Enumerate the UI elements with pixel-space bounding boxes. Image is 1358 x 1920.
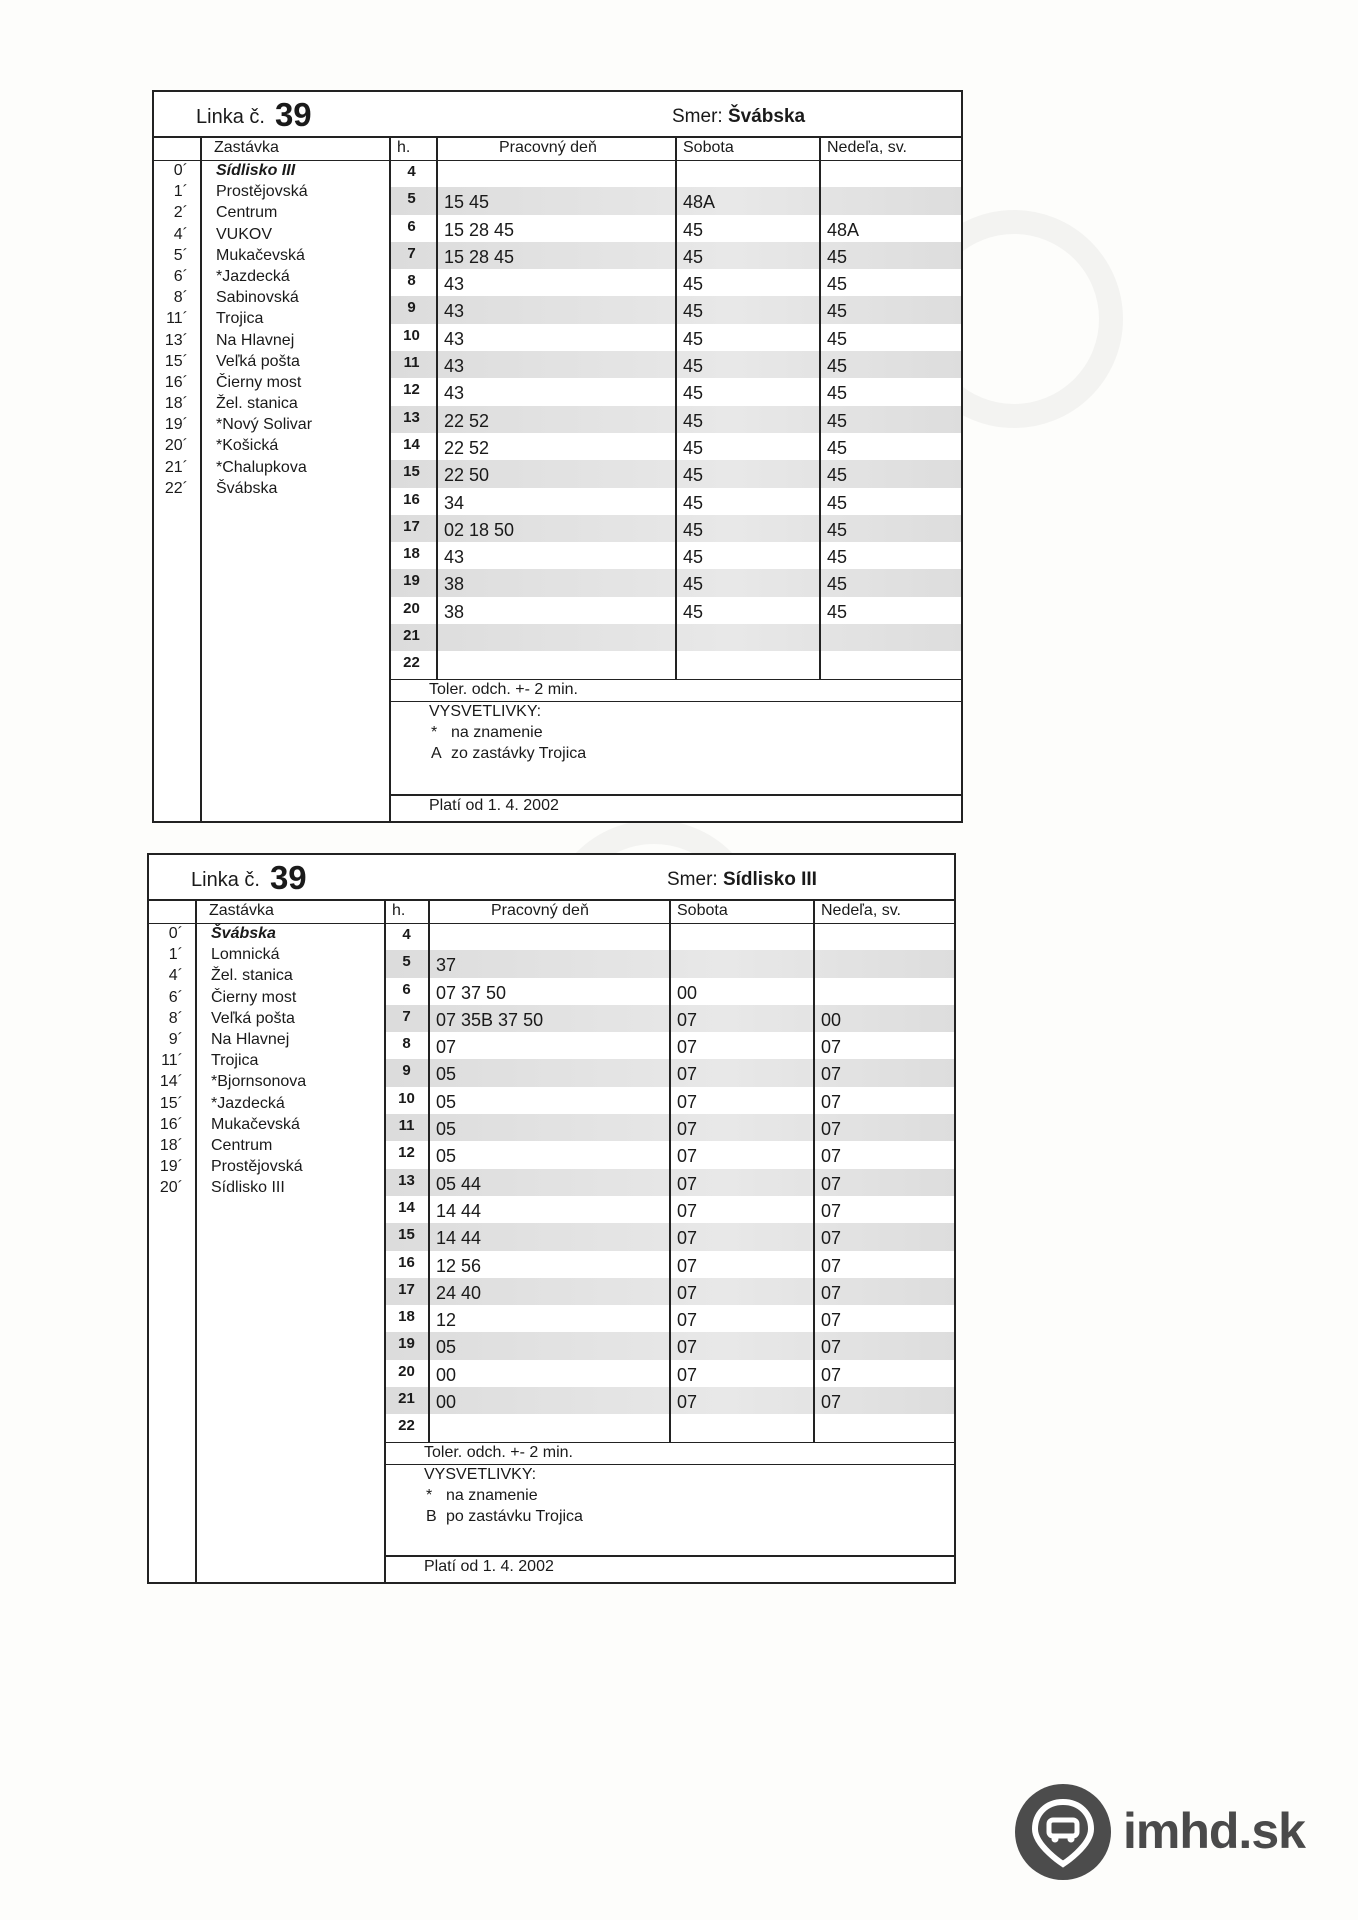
stop-name: *Chalupkova (216, 458, 307, 476)
stop-item (149, 944, 379, 965)
saturday-minutes: 45 (683, 547, 704, 568)
weekday-minutes: 43 (444, 383, 465, 404)
stop-name: Mukačevská (211, 1115, 300, 1133)
saturday-minutes: 07 (677, 1037, 698, 1058)
valid-from: Platí od 1. 4. 2002 (424, 1558, 554, 1575)
weekday-minutes: 14 44 (436, 1200, 482, 1221)
stop-name: Centrum (216, 204, 278, 222)
stop-item (154, 457, 384, 478)
weekday-minutes: 22 50 (444, 465, 490, 486)
hour-cell: 14 (403, 435, 420, 453)
hour-cell: 4 (407, 163, 416, 180)
sunday-minutes: 45 (827, 574, 848, 595)
stop-name: *Jazdecká (211, 1094, 285, 1112)
stop-item (149, 965, 379, 986)
hour-cell: 20 (398, 1362, 415, 1380)
saturday-minutes: 45 (683, 519, 704, 540)
sunday-minutes: 45 (827, 328, 848, 349)
stop-name: Trojica (216, 310, 264, 328)
saturday-minutes: 07 (677, 1064, 698, 1085)
stop-name: *Jazdecká (216, 267, 290, 285)
stop-item (154, 245, 384, 266)
saturday-minutes: 45 (683, 437, 704, 458)
weekday-minutes: 38 (444, 601, 465, 622)
stop-minutes: 15´ (159, 1094, 183, 1112)
stop-name: Na Hlavnej (216, 331, 295, 349)
sunday-minutes: 07 (821, 1037, 842, 1058)
weekday-minutes: 37 (436, 955, 457, 976)
stop-item (154, 202, 384, 223)
direction-value: Švábska (727, 106, 806, 127)
stop-minutes: 19´ (164, 416, 188, 434)
saturday-minutes: 07 (677, 1173, 698, 1194)
weekday-minutes: 43 (444, 547, 465, 568)
stop-name: *Bjornsonova (211, 1073, 307, 1091)
weekday-minutes: 05 (436, 1064, 457, 1085)
sunday-minutes: 07 (821, 1091, 842, 1112)
divider (389, 794, 961, 796)
stop-item (149, 987, 379, 1008)
weekday-minutes: 43 (444, 356, 465, 377)
hour-cell: 22 (403, 654, 420, 672)
sunday-minutes: 07 (821, 1337, 842, 1358)
hour-cell: 5 (407, 190, 416, 208)
timetable-header (154, 92, 961, 138)
stop-minutes: 11´ (161, 1052, 183, 1070)
saturday-minutes: 45 (683, 410, 704, 431)
stop-minutes: 21´ (164, 458, 188, 476)
divider (819, 138, 821, 679)
hour-cell: 10 (398, 1089, 415, 1107)
column-pracovny-den: Pracovný deň (491, 902, 589, 919)
stop-minutes: 1´ (173, 183, 188, 201)
weekday-minutes: 43 (444, 274, 465, 295)
hour-cell: 13 (403, 408, 420, 426)
hour-cell: 18 (398, 1308, 415, 1326)
stop-item (149, 1135, 379, 1156)
sunday-minutes: 45 (827, 356, 848, 377)
line-label: Linka č. (191, 869, 260, 891)
stop-name: Prostějovská (211, 1158, 303, 1176)
direction (667, 869, 817, 891)
sunday-minutes: 45 (827, 246, 848, 267)
stop-item (154, 435, 384, 456)
divider (675, 138, 677, 679)
stop-minutes: 19´ (159, 1158, 183, 1176)
stop-name: Sídlisko III (211, 1179, 285, 1197)
weekday-minutes: 00 (436, 1364, 457, 1385)
hour-cell: 21 (403, 627, 420, 645)
stop-minutes: 0´ (168, 925, 183, 942)
direction-label: Smer: (667, 869, 718, 890)
column-zastavka: Zastávka (214, 139, 279, 156)
stop-item (149, 1071, 379, 1092)
stop-name: Čierny most (211, 988, 297, 1006)
line-number-label (196, 96, 312, 134)
weekday-minutes: 43 (444, 301, 465, 322)
stop-item (149, 1029, 379, 1050)
stop-name: Veľká pošta (211, 1009, 295, 1027)
hour-cell: 6 (407, 217, 416, 235)
hour-cell: 21 (398, 1390, 415, 1408)
hour-cell: 8 (402, 1035, 411, 1053)
sunday-minutes: 07 (821, 1310, 842, 1331)
column-hour: h. (392, 902, 406, 919)
stop-minutes: 8´ (173, 289, 188, 307)
stop-name: Trojica (211, 1052, 259, 1070)
hour-cell: 15 (403, 463, 420, 481)
stop-minutes: 14´ (159, 1073, 183, 1091)
divider (384, 1555, 954, 1557)
hour-cell: 11 (403, 354, 420, 372)
sunday-minutes: 45 (827, 601, 848, 622)
weekday-minutes: 15 28 45 (444, 246, 515, 267)
hour-cell: 11 (398, 1117, 415, 1135)
legend-symbol: * (431, 723, 438, 741)
saturday-minutes: 07 (677, 1392, 698, 1413)
stop-name: Prostějovská (216, 183, 308, 201)
sunday-minutes: 07 (821, 1173, 842, 1194)
line-number-label (191, 859, 307, 897)
stop-minutes: 1´ (168, 946, 183, 964)
stop-name: Sabinovská (216, 289, 299, 307)
stop-minutes: 8´ (168, 1009, 183, 1027)
stop-name: Švábska (216, 479, 278, 497)
legend-text: na znamenie (446, 1486, 538, 1504)
saturday-minutes: 07 (677, 1146, 698, 1167)
saturday-minutes: 07 (677, 1009, 698, 1030)
sunday-minutes: 45 (827, 465, 848, 486)
stop-item (149, 1177, 379, 1198)
divider (428, 901, 430, 1442)
stop-name: Mukačevská (216, 246, 305, 264)
legend-symbol: B (426, 1507, 437, 1525)
direction (672, 106, 805, 128)
column-nedela: Nedeľa, sv. (827, 139, 907, 156)
divider (436, 138, 438, 679)
stop-minutes: 2´ (173, 204, 188, 222)
weekday-minutes: 05 (436, 1119, 457, 1140)
hour-cell: 20 (403, 599, 420, 617)
stop-item (154, 414, 384, 435)
stop-name: Sídlisko III (216, 162, 296, 179)
stop-item (154, 308, 384, 329)
legend-symbol: * (426, 1486, 433, 1504)
stop-name: Lomnická (211, 946, 280, 964)
sunday-minutes: 45 (827, 437, 848, 458)
saturday-minutes: 45 (683, 274, 704, 295)
sunday-minutes: 07 (821, 1119, 842, 1140)
hour-cell: 15 (398, 1226, 415, 1244)
stop-minutes: 16´ (164, 373, 188, 391)
line-number: 39 (269, 859, 307, 896)
weekday-minutes: 22 52 (444, 437, 490, 458)
direction-label: Smer: (672, 106, 723, 127)
hour-cell: 16 (398, 1253, 415, 1271)
hour-cell: 7 (407, 244, 416, 262)
hour-cell: 7 (402, 1007, 411, 1025)
saturday-minutes: 07 (677, 1255, 698, 1276)
hour-cell: 10 (403, 326, 420, 344)
stop-minutes: 20´ (159, 1179, 183, 1197)
timetable-header (149, 855, 954, 901)
stop-minutes: 15´ (164, 352, 188, 370)
weekday-minutes: 07 35B 37 50 (436, 1009, 544, 1030)
hour-cell: 17 (398, 1280, 415, 1298)
stop-minutes: 16´ (159, 1115, 183, 1133)
direction-value: Sídlisko III (722, 869, 817, 890)
stop-name: *Košická (216, 437, 279, 455)
saturday-minutes: 07 (677, 1310, 698, 1331)
saturday-minutes: 48A (683, 192, 716, 213)
sunday-minutes: 45 (827, 547, 848, 568)
legend-text: po zastávku Trojica (446, 1507, 583, 1525)
stop-name: Centrum (211, 1136, 273, 1154)
stop-item (154, 330, 384, 351)
saturday-minutes: 07 (677, 1228, 698, 1249)
hour-cell: 12 (403, 381, 420, 399)
stop-name: VUKOV (216, 225, 273, 243)
tolerance-note: Toler. odch. +- 2 min. (429, 680, 578, 698)
saturday-minutes: 07 (677, 1337, 698, 1358)
hour-cell: 5 (402, 953, 411, 971)
saturday-minutes: 45 (683, 219, 704, 240)
stop-item (149, 1156, 379, 1177)
saturday-minutes: 45 (683, 465, 704, 486)
stop-list (154, 160, 384, 499)
stop-minutes: 9´ (168, 1030, 183, 1048)
weekday-minutes: 12 56 (436, 1255, 482, 1276)
hour-cell: 6 (402, 980, 411, 998)
hour-cell: 4 (402, 926, 411, 943)
stop-item (154, 393, 384, 414)
stop-item (154, 287, 384, 308)
hour-cell: 8 (407, 272, 416, 290)
stop-item (149, 1008, 379, 1029)
sunday-minutes: 00 (821, 1009, 842, 1030)
stop-minutes: 6´ (173, 267, 188, 285)
sunday-minutes: 45 (827, 383, 848, 404)
weekday-minutes: 05 (436, 1146, 457, 1167)
stop-item (154, 181, 384, 202)
sunday-minutes: 45 (827, 274, 848, 295)
stop-minutes: 18´ (159, 1136, 183, 1154)
saturday-minutes: 45 (683, 492, 704, 513)
saturday-minutes: 00 (677, 982, 698, 1003)
weekday-minutes: 12 (436, 1310, 457, 1331)
sunday-minutes: 48A (827, 219, 860, 240)
divider (813, 901, 815, 1442)
stop-item (149, 1093, 379, 1114)
saturday-minutes: 45 (683, 246, 704, 267)
saturday-minutes: 45 (683, 301, 704, 322)
stop-item (149, 1114, 379, 1135)
sunday-minutes: 45 (827, 492, 848, 513)
stop-name: Čierny most (216, 373, 302, 391)
weekday-minutes: 05 (436, 1337, 457, 1358)
hour-cell: 18 (403, 545, 420, 563)
weekday-minutes: 02 18 50 (444, 519, 515, 540)
hour-cell: 17 (403, 517, 420, 535)
stop-name: Švábska (211, 925, 276, 942)
stop-item (154, 266, 384, 287)
stop-name: Žel. stanica (211, 967, 293, 985)
weekday-minutes: 00 (436, 1392, 457, 1413)
saturday-minutes: 45 (683, 328, 704, 349)
sunday-minutes: 07 (821, 1228, 842, 1249)
weekday-minutes: 38 (444, 574, 465, 595)
weekday-minutes: 07 37 50 (436, 982, 507, 1003)
divider (195, 901, 197, 1582)
stop-minutes: 0´ (173, 162, 188, 179)
stop-item (154, 160, 384, 181)
tolerance-note: Toler. odch. +- 2 min. (424, 1443, 573, 1461)
line-number: 39 (274, 96, 312, 133)
stop-minutes: 18´ (164, 395, 188, 413)
legend-symbol: A (431, 744, 442, 762)
column-headers (149, 901, 954, 924)
sunday-minutes: 07 (821, 1255, 842, 1276)
timetable-card (152, 90, 963, 823)
sunday-minutes: 07 (821, 1282, 842, 1303)
imhd-map-pin-bus-icon (1015, 1784, 1111, 1880)
saturday-minutes: 07 (677, 1364, 698, 1385)
sunday-minutes: 45 (827, 519, 848, 540)
divider (200, 138, 202, 821)
weekday-minutes: 15 45 (444, 192, 490, 213)
stop-name: Veľká pošta (216, 352, 300, 370)
sunday-minutes: 07 (821, 1364, 842, 1385)
legend-title: VYSVETLIVKY: (424, 1465, 537, 1483)
stop-minutes: 20´ (164, 437, 188, 455)
saturday-minutes: 07 (677, 1282, 698, 1303)
saturday-minutes: 45 (683, 601, 704, 622)
stop-minutes: 4´ (173, 225, 188, 243)
legend-text: zo zastávky Trojica (451, 744, 587, 762)
sunday-minutes: 07 (821, 1064, 842, 1085)
stop-minutes: 6´ (168, 988, 183, 1006)
hour-cell: 9 (407, 299, 416, 317)
divider (389, 138, 391, 821)
legend-title: VYSVETLIVKY: (429, 702, 542, 720)
stop-name: *Nový Solivar (216, 416, 313, 434)
hour-cell: 16 (403, 490, 420, 508)
weekday-minutes: 22 52 (444, 410, 490, 431)
weekday-minutes: 05 44 (436, 1173, 482, 1194)
sunday-minutes: 07 (821, 1392, 842, 1413)
column-zastavka: Zastávka (209, 902, 274, 919)
logo-text: imhd.sk (1123, 1803, 1305, 1859)
stop-list (149, 923, 379, 1198)
hour-cell: 13 (398, 1171, 415, 1189)
legend-text: na znamenie (451, 723, 543, 741)
sunday-minutes: 07 (821, 1200, 842, 1221)
timetable-card (147, 853, 956, 1584)
hour-cell: 14 (398, 1198, 415, 1216)
weekday-minutes: 07 (436, 1037, 457, 1058)
hour-cell: 19 (398, 1335, 415, 1353)
sunday-minutes: 45 (827, 410, 848, 431)
stop-item (154, 351, 384, 372)
stop-minutes: 13´ (164, 331, 188, 349)
saturday-minutes: 07 (677, 1200, 698, 1221)
hour-cell: 19 (403, 572, 420, 590)
divider (384, 901, 386, 1582)
saturday-minutes: 07 (677, 1119, 698, 1140)
stop-minutes: 11´ (166, 310, 188, 328)
stop-name: Žel. stanica (216, 395, 298, 413)
stop-item (154, 372, 384, 393)
stop-item (149, 1050, 379, 1071)
hour-cell: 12 (398, 1144, 415, 1162)
saturday-minutes: 45 (683, 574, 704, 595)
stop-item (149, 923, 379, 944)
column-sobota: Sobota (677, 902, 728, 919)
column-sobota: Sobota (683, 139, 734, 156)
sunday-minutes: 07 (821, 1146, 842, 1167)
sunday-minutes: 45 (827, 301, 848, 322)
weekday-minutes: 43 (444, 328, 465, 349)
column-hour: h. (397, 139, 411, 156)
stop-item (154, 224, 384, 245)
line-label: Linka č. (196, 106, 265, 128)
hour-cell: 9 (402, 1062, 411, 1080)
divider (669, 901, 671, 1442)
weekday-minutes: 14 44 (436, 1228, 482, 1249)
saturday-minutes: 45 (683, 383, 704, 404)
weekday-minutes: 15 28 45 (444, 219, 515, 240)
stop-item (154, 478, 384, 499)
stop-minutes: 4´ (168, 967, 183, 985)
weekday-minutes: 24 40 (436, 1282, 482, 1303)
column-nedela: Nedeľa, sv. (821, 902, 901, 919)
column-headers (154, 138, 961, 161)
hour-cell: 22 (398, 1417, 415, 1435)
stop-name: Na Hlavnej (211, 1030, 290, 1048)
column-pracovny-den: Pracovný deň (499, 139, 597, 156)
weekday-minutes: 34 (444, 492, 465, 513)
saturday-minutes: 07 (677, 1091, 698, 1112)
valid-from: Platí od 1. 4. 2002 (429, 797, 559, 814)
stop-minutes: 5´ (173, 246, 188, 264)
stop-minutes: 22´ (164, 479, 188, 497)
weekday-minutes: 05 (436, 1091, 457, 1112)
saturday-minutes: 45 (683, 356, 704, 377)
